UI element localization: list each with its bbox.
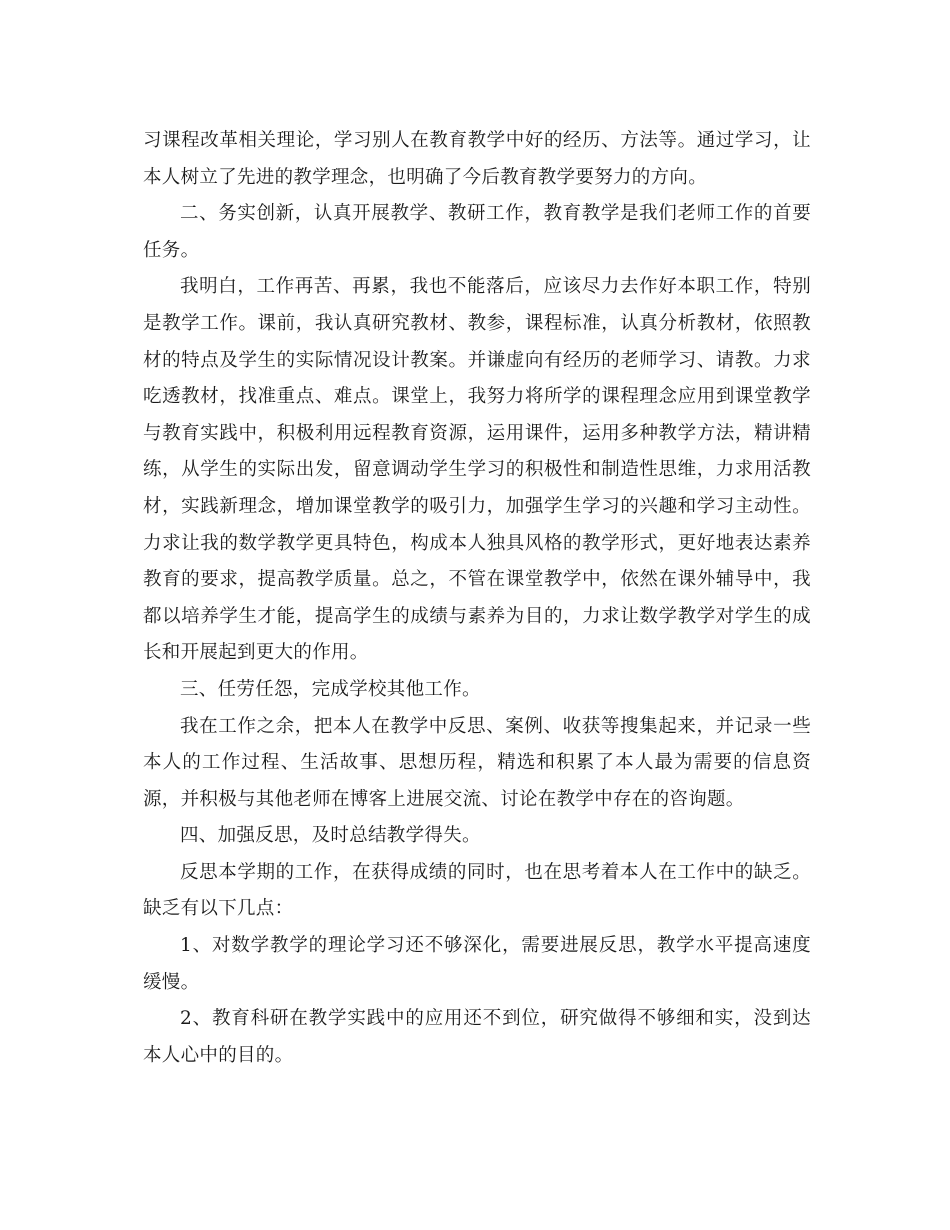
document-body xyxy=(143,123,811,1074)
paragraph-teaching-work: 我明白，工作再苦、再累，我也不能落后，应该尽力去作好本职工作，特别是教学工作。课前，我认真研究教材、教参，课程标准，认真分析教材，依照教材的特点及学生的实际情况设计教案。并谦虚向有经历的老师学习、请教。力求吃透教材，找准重点、难点。课堂上，我努力将所学的课程理念应用到课堂教学与教育实践中，积极利用远程教育资源，运用课件，运用多种教学方法，精讲精练，从学生的实际出发，留意调动学生学习的积极性和制造性思维，力求用活教材，实践新理念，增加课堂教学的吸引力，加强学生学习的兴趣和学习主动性。力求让我的数学教学更具特色，构成本人独具风格的教学形式，更好地表达素养教育的要求，提高教学质量。总之，不管在课堂教学中，依然在课外辅导中，我都以培养学生才能，提高学生的成绩与素养为目的，力求让数学教学对学生的成长和开展起到更大的作用。 xyxy=(143,276,811,664)
paragraph-reflection: 反思本学期的工作，在获得成绩的同时，也在思考着本人在工作中的缺乏。缺乏有以下几点： xyxy=(143,861,811,920)
paragraph-other-work: 我在工作之余，把本人在教学中反思、案例、收获等搜集起来，并记录一些本人的工作过程、生活故事、思想历程，精选和积累了本人最为需要的信息资源，并积极与其他老师在博客上进展交流、讨论在教学中存在的咨询题。 xyxy=(143,715,811,810)
section-heading-4: 四、加强反思，及时总结教学得失。 xyxy=(180,825,481,847)
paragraph-continuation: 习课程改革相关理论，学习别人在教育教学中好的经历、方法等。通过学习，让本人树立了先进的教学理念，也明确了今后教育教学要努力的方向。 xyxy=(143,130,811,188)
list-item-1: 1、对数学教学的理论学习还不够深化，需要进展反思，教学水平提高速度缓慢。 xyxy=(143,935,811,993)
list-item-2: 2、教育科研在教学实践中的应用还不到位，研究做得不够细和实，没到达本人心中的目的。 xyxy=(143,1008,811,1066)
section-heading-2: 二、务实创新，认真开展教学、教研工作，教育教学是我们老师工作的首要任务。 xyxy=(143,203,811,261)
section-heading-3: 三、任劳任怨，完成学校其他工作。 xyxy=(180,678,481,700)
